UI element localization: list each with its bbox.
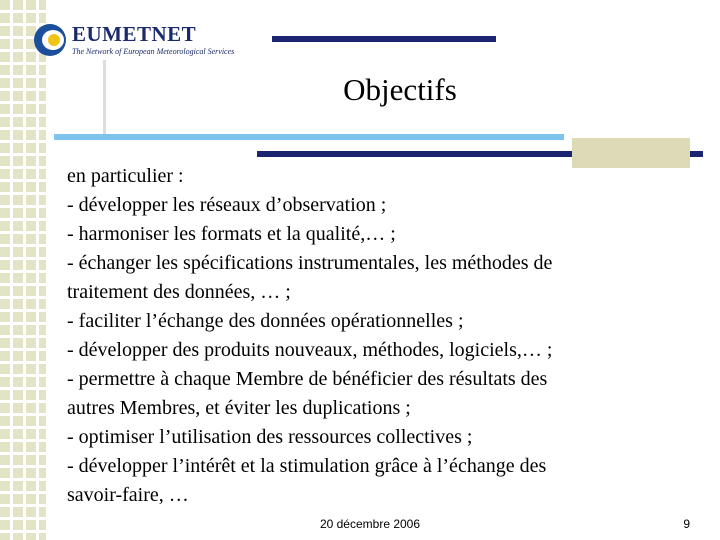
body-line: - optimiser l’utilisation des ressources collectives ; [67,426,473,448]
body-line: savoir-faire, … [67,484,189,506]
body-line: - permettre à chaque Membre de bénéficier des résultats des [67,368,548,390]
logo-name: EUMETNET [72,22,197,46]
page-number: 9 [683,517,690,531]
body-line: en particulier : [67,165,184,187]
footer-date: 20 décembre 2006 [319,517,421,531]
body-line: - harmoniser les formats et la qualité,… ; [67,223,396,245]
slide-title: Objectifs [343,72,457,107]
light-blue-rule [54,134,564,140]
slide-body [67,162,667,510]
body-line: - développer des produits nouveaux, méthodes, logiciels,… ; [67,339,553,361]
body-line: - développer l’intérêt et la stimulation grâce à l’échange des [67,455,547,477]
dark-rule-top [272,36,496,42]
body-line: - développer les réseaux d’observation ; [67,194,387,216]
body-line: - faciliter l’échange des données opérationnelles ; [67,310,464,332]
logo-tagline: The Network of European Meteorological Services [72,47,235,56]
eumetnet-emblem-icon [34,24,66,56]
gray-vertical-rule [103,60,106,136]
body-line: - échanger les spécifications instrumentales, les méthodes de [67,252,553,274]
body-line: autres Membres, et éviter les duplications ; [67,397,411,419]
striped-left-rail [0,0,46,540]
body-line: traitement des données, … ; [67,281,291,303]
eumetnet-logo [32,20,272,64]
